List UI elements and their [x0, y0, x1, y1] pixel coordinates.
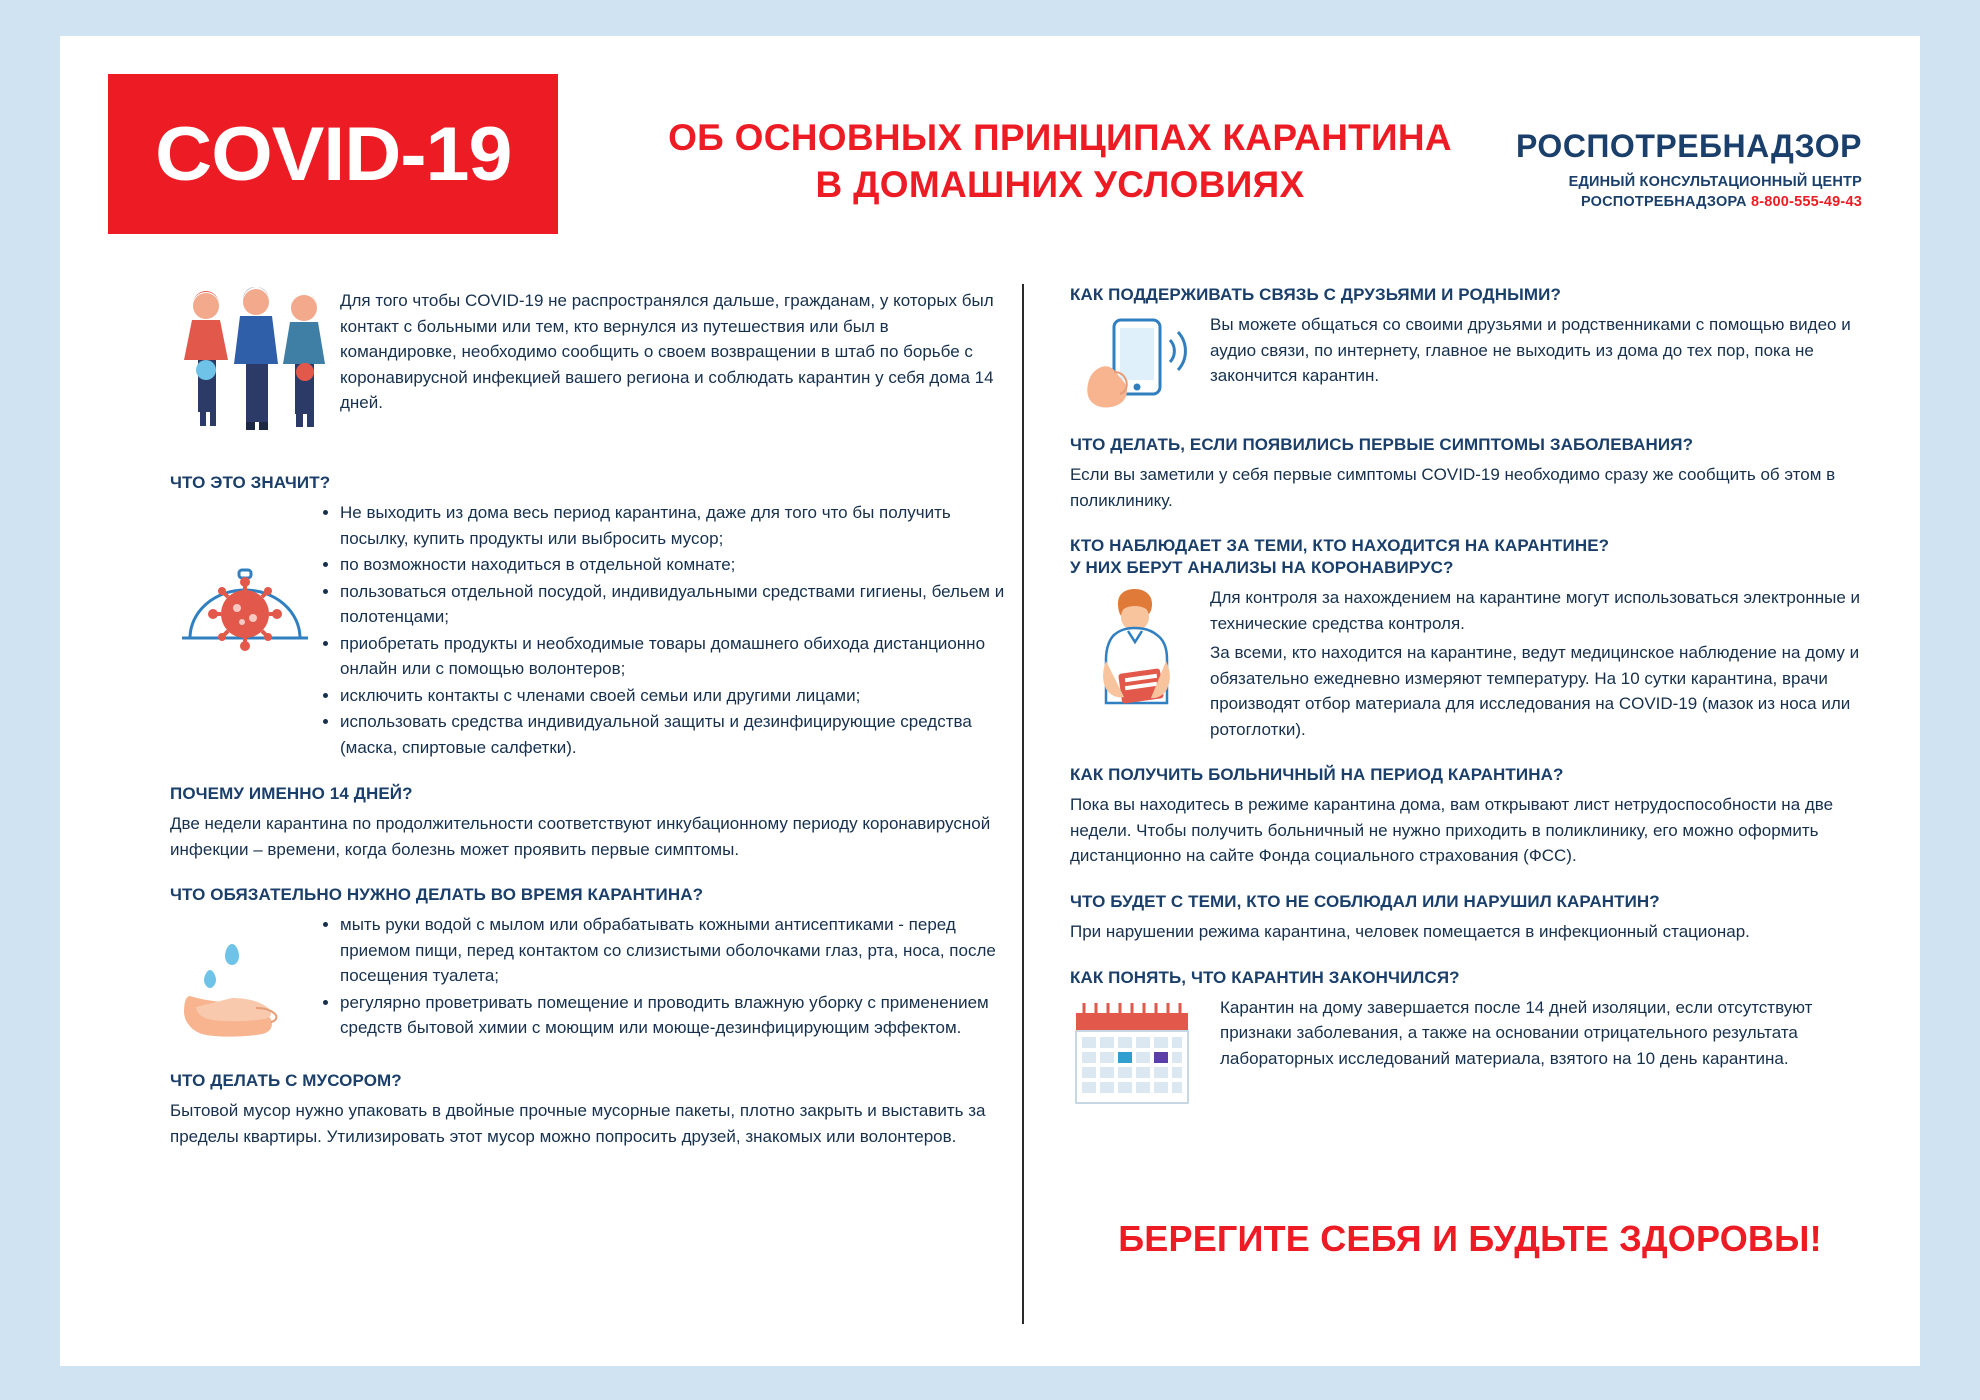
- intro-block: [170, 284, 1010, 444]
- section-monitoring: [1070, 535, 1870, 742]
- section-violation-title: ЧТО БУДЕТ С ТЕМИ, КТО НЕ СОБЛЮДАЛ ИЛИ НАРУШИЛ КАРАНТИН?: [1070, 891, 1660, 911]
- list-item: • по возможности находиться в отдельной комнате;: [340, 552, 1010, 578]
- section-must-do-title: ЧТО ОБЯЗАТЕЛЬНО НУЖНО ДЕЛАТЬ ВО ВРЕМЯ КАРАНТИНА?: [170, 885, 704, 905]
- calendar-icon: [1070, 1001, 1205, 1111]
- section-garbage-text: Бытовой мусор нужно упаковать в двойные прочные мусорные пакеты, плотно закрыть и выставить за пределы квартиры. Утилизировать этот мусор можно попросить друзей, знакомых или волонтеров.: [170, 1101, 986, 1146]
- brand-block: [1502, 128, 1862, 212]
- hotline-phone: 8-800-555-49-43: [1750, 193, 1862, 210]
- section-monitoring-body: [1070, 585, 1870, 742]
- section-keep-in-touch: [1070, 284, 1870, 412]
- section-keep-in-touch-title: КАК ПОДДЕРЖИВАТЬ СВЯЗЬ С ДРУЗЬЯМИ И РОДНЫМИ?: [1070, 285, 1561, 304]
- virus-under-dome-icon: [170, 526, 320, 666]
- poster-header: [60, 36, 1920, 221]
- column-divider: [1022, 284, 1024, 1324]
- page-title-line-1: ОБ ОСНОВНЫХ ПРИНЦИПАХ КАРАНТИНА: [668, 117, 1452, 158]
- section-first-symptoms-text: Если вы заметили у себя первые симптомы COVID-19 необходимо сразу же сообщить об этом в поликлинику.: [1070, 465, 1836, 510]
- section-quarantine-end: [1070, 967, 1870, 1111]
- section-why-14-days: [170, 783, 1010, 862]
- section-violation: [1070, 891, 1870, 945]
- section-monitoring-text-1: Для контроля за нахождением на карантине могут использоваться электронные и технические средства контроля.: [1210, 588, 1860, 633]
- phone-illustration: [1070, 312, 1210, 412]
- section-must-do-list-wrap: [320, 912, 1010, 1042]
- section-keep-in-touch-text-wrap: [1210, 312, 1870, 389]
- section-monitoring-title-line-1: КТО НАБЛЮДАЕТ ЗА ТЕМИ, КТО НАХОДИТСЯ НА КАРАНТИНЕ?: [1070, 536, 1610, 556]
- people-illustration: [170, 284, 340, 444]
- section-monitoring-title: [1070, 535, 1870, 579]
- list-item: • мыть руки водой с мылом или обрабатывать кожными антисептиками - перед приемом пищи, перед контактом со слизистыми оболочками глаз, рта, носа, после посещения туалета;: [340, 912, 1010, 989]
- list-item: • использовать средства индивидуальной защиты и дезинфицирующие средства (маска, спиртовые салфетки).: [340, 709, 1010, 760]
- section-why-14-days-title: ПОЧЕМУ ИМЕННО 14 ДНЕЙ?: [170, 784, 413, 804]
- intro-text: Для того чтобы COVID-19 не распространялся дальше, гражданам, у которых был контакт с больными или тем, кто вернулся из путешествия или был в командировке, необходимо сообщить о своем возвращении в штаб по борьбе с коронавирусной инфекцией вашего региона и соблюдать карантин у себя дома 14 дней.: [340, 291, 994, 412]
- section-monitoring-text-2: За всеми, кто находится на карантине, ведут медицинское наблюдение на дому и обязательно ежедневно измеряют температуру. На 10 сутки карантина, врачи производят отбор материала для исследования на COVID-19 (мазок из носа или ротоглотки).: [1210, 643, 1860, 739]
- section-violation-text: При нарушении режима карантина, человек помещается в инфекционный стационар.: [1070, 922, 1750, 942]
- section-sick-leave-text: Пока вы находитесь в режиме карантина дома, вам открывают лист нетрудоспособности на две недели. Чтобы получить больничный не нужно приходить в поликлинику, его можно оформить дистанционно на сайте Фонда социального страхования (ФСС).: [1070, 795, 1834, 866]
- brand-subtitle-line-2: РОСПОТРЕБНАДЗОРА: [1580, 193, 1747, 210]
- left-column: [170, 284, 1010, 1171]
- footer-slogan: БЕРЕГИТЕ СЕБЯ И БУДЬТЕ ЗДОРОВЫ!: [1118, 1218, 1822, 1259]
- page-title-line-2: В ДОМАШНИХ УСЛОВИЯХ: [815, 164, 1305, 206]
- section-garbage-title: ЧТО ДЕЛАТЬ С МУСОРОМ?: [170, 1071, 402, 1091]
- must-do-list: [320, 912, 1010, 1041]
- section-quarantine-end-title: КАК ПОНЯТЬ, ЧТО КАРАНТИН ЗАКОНЧИЛСЯ?: [1070, 967, 1460, 987]
- covid-19-badge-label: COVID-19: [154, 111, 512, 197]
- list-item: • пользоваться отдельной посудой, индивидуальными средствами гигиены, бельем и полотенцами;: [340, 579, 1010, 630]
- poster-page: [60, 36, 1920, 1366]
- poster-body: [60, 284, 1920, 1334]
- brand-name: РОСПОТРЕБНАДЗОР: [1516, 128, 1862, 164]
- section-keep-in-touch-body: [1070, 312, 1870, 412]
- section-quarantine-end-text-wrap: [1220, 995, 1870, 1072]
- section-sick-leave-title: КАК ПОЛУЧИТЬ БОЛЬНИЧНЫЙ НА ПЕРИОД КАРАНТИНА?: [1070, 765, 1564, 785]
- people-icon: [170, 284, 340, 444]
- doctor-illustration: [1070, 585, 1210, 727]
- section-quarantine-end-body: [1070, 995, 1870, 1111]
- section-must-do: [170, 884, 1010, 1048]
- section-sick-leave: [1070, 764, 1870, 869]
- calendar-illustration: [1070, 995, 1220, 1111]
- section-what-it-means: [170, 472, 1010, 761]
- section-first-symptoms: [1070, 434, 1870, 513]
- section-monitoring-text-wrap: [1210, 585, 1870, 742]
- list-item: • Не выходить из дома весь период карантина, даже для того что бы получить посылку, купить продукты или выбросить мусор;: [340, 500, 1010, 551]
- section-monitoring-title-line-2: У НИХ БЕРУТ АНАЛИЗЫ НА КОРОНАВИРУС?: [1070, 558, 1454, 578]
- what-it-means-list: [320, 500, 1010, 760]
- section-what-it-means-list-wrap: [320, 500, 1010, 761]
- brand-subtitle: [1502, 173, 1862, 212]
- handwash-illustration: [170, 912, 320, 1048]
- virus-dome-illustration: [170, 500, 320, 666]
- hand-with-water-drops-icon: [170, 928, 320, 1048]
- hand-holding-phone-icon: [1070, 316, 1200, 412]
- section-keep-in-touch-text: Вы можете общаться со своими друзьями и родственниками с помощью видео и аудио связи, по интернету, главное не выходить из дома до тех пор, пока не закончится карантин.: [1210, 315, 1851, 386]
- section-first-symptoms-title: ЧТО ДЕЛАТЬ, ЕСЛИ ПОЯВИЛИСЬ ПЕРВЫЕ СИМПТОМЫ ЗАБОЛЕВАНИЯ?: [1070, 435, 1694, 455]
- list-item: • регулярно проветривать помещение и проводить влажную уборку с применением средств бытовой химии с моющим или моюще-дезинфицирующим эффектом.: [340, 990, 1010, 1041]
- section-what-it-means-title: ЧТО ЭТО ЗНАЧИТ?: [170, 473, 331, 492]
- section-why-14-days-text: Две недели карантина по продолжительности соответствуют инкубационному периоду коронавирусной инфекции – времени, когда болезнь может проявить первые симптомы.: [170, 814, 991, 859]
- right-column: [1070, 284, 1870, 1133]
- brand-subtitle-line-1: ЕДИНЫЙ КОНСУЛЬТАЦИОННЫЙ ЦЕНТР: [1568, 174, 1862, 190]
- section-must-do-body: [170, 912, 1010, 1048]
- section-garbage: [170, 1070, 1010, 1149]
- doctor-with-clipboard-icon: [1070, 587, 1200, 727]
- section-quarantine-end-text: Карантин на дому завершается после 14 дней изоляции, если отсутствуют признаки заболевания, а также на основании отрицательного результата лабораторных исследований материала, взятого на 10 день карантина.: [1220, 997, 1813, 1068]
- page-title: [590, 114, 1530, 209]
- intro-text-wrap: [340, 284, 1010, 416]
- list-item: • приобретать продукты и необходимые товары домашнего обихода дистанционно онлайн или с помощью волонтеров;: [340, 631, 1010, 682]
- list-item: • исключить контакты с членами своей семьи или другими лицами;: [340, 683, 1010, 709]
- covid-19-badge: [108, 74, 558, 234]
- section-what-it-means-body: [170, 500, 1010, 761]
